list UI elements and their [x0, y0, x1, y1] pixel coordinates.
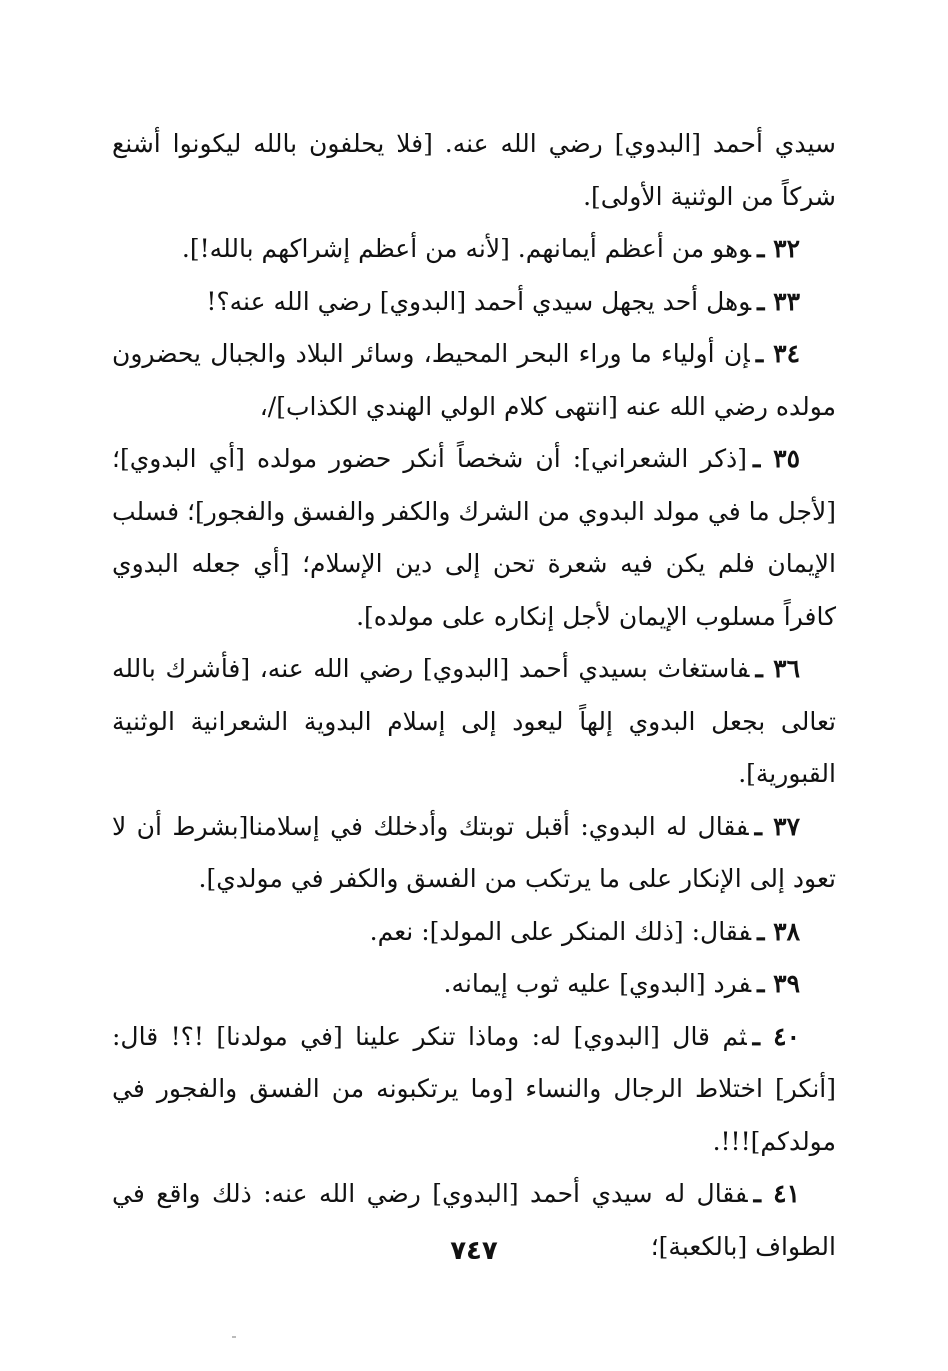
paragraph-number: ٤٠ ـ: [752, 1021, 800, 1051]
paragraph-32: [112, 223, 836, 276]
paragraph-40: [112, 1011, 836, 1169]
paragraph-36: [112, 643, 836, 801]
paragraph-text: وهو من أعظم أيمانهم. [لأنه من أعظم إشراكهم بالله!].: [181, 234, 752, 263]
paragraph-number: ٣٩ ـ: [757, 969, 800, 998]
paragraph-text: فاستغاث بسيدي أحمد [البدوي] رضي الله عنه، [فأشرك بالله تعالى بجعل البدوي إلهاً ليعود إلى إسلام البدوية الشعرانية الوثنية القبورية].: [112, 654, 836, 788]
paragraph-number: ٣٤ ـ: [755, 339, 801, 368]
paragraph-35: [112, 433, 836, 643]
paragraph-text: فقال له البدوي: أقبل توبتك وأدخلك في إسلامنا[بشرط أن لا تعود إلى الإنكار على ما يرتكب من الفسق والكفر في مولدي].: [112, 811, 836, 893]
paragraph-text: سيدي أحمد [البدوي] رضي الله عنه. [فلا يحلفون بالله ليكونوا أشنع شركاً من الوثنية الأولى].: [112, 129, 836, 211]
paragraph-text: فقال: [ذلك المنكر على المولد]: نعم.: [369, 916, 752, 946]
paragraph-number: ٣٨ ـ: [757, 916, 800, 946]
page-body: [112, 118, 836, 1273]
paragraph-number: ٣٧ ـ: [754, 811, 800, 841]
paragraph-text: ثم قال [البدوي] له: وماذا تنكر علينا [في مولدنا] !؟! قال: [أنكر] اختلاط الرجال والنساء [وما يرتكبونه من الفسق والفجور في مولدكم]!!!.: [112, 1021, 836, 1156]
paragraph-text: [ذكر الشعراني]: أن شخصاً أنكر حضور مولده [أي البدوي]؛ [لأجل ما في مولد البدوي من الشرك والكفر والفسق والفجور]؛ فسلب الإيمان فلم يكن فيه شعرة تحن إلى دين الإسلام؛ [أي جعله البدوي كافراً مسلوب الإيمان لأجل إنكاره على مولده].: [112, 444, 836, 631]
paragraph-text: فقال له سيدي أحمد [البدوي] رضي الله عنه: ذلك واقع في الطواف [بالكعبة]؛: [112, 1179, 836, 1261]
paragraph-39: [112, 958, 836, 1011]
paragraph-number: ٣٦ ـ: [755, 654, 800, 683]
paragraph-33: [112, 276, 836, 329]
paragraph-number: ٣٥ ـ: [753, 444, 801, 473]
paragraph-number: ٤١ ـ: [753, 1179, 800, 1208]
paragraph-text: وهل أحد يجهل سيدي أحمد [البدوي] رضي الله عنه؟!: [206, 286, 752, 316]
paragraph-text: إن أولياء ما وراء البحر المحيط، وسائر البلاد والجبال يحضرون مولده رضي الله عنه [انتهى كلام الولي الهندي الكذاب]/،: [112, 339, 836, 421]
paragraph-number: ٣٢ ـ: [757, 234, 800, 263]
paragraph-37: [112, 801, 836, 906]
paragraph-34: [112, 328, 836, 433]
scan-speck: [232, 1336, 236, 1338]
paragraph-38: [112, 906, 836, 959]
page-number: ٧٤٧: [450, 1236, 498, 1266]
paragraph-number: ٣٣ ـ: [757, 286, 800, 316]
paragraph-text: فرد [البدوي] عليه ثوب إيمانه.: [443, 969, 752, 998]
paragraph-continuation: [112, 118, 836, 223]
